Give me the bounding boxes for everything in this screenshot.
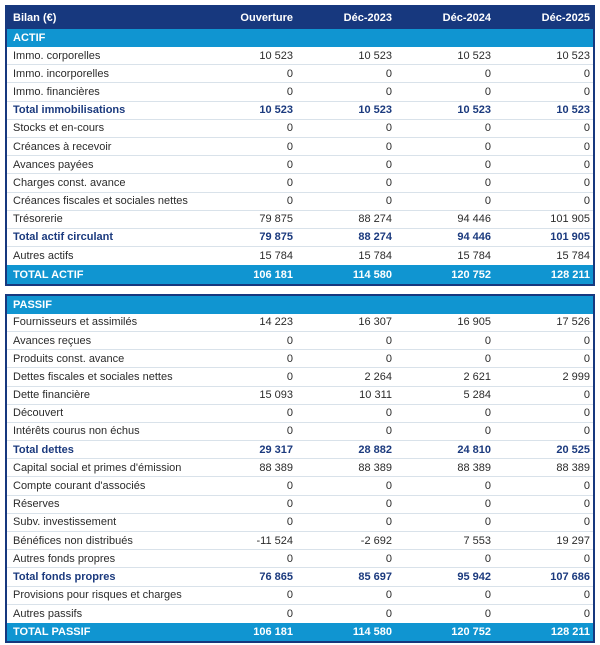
table-row <box>7 459 593 477</box>
cell-value: 95 942 <box>457 570 491 583</box>
total-actif-dec-2023: 114 580 <box>352 268 392 281</box>
cell-value: 0 <box>385 195 392 208</box>
cell-value: 101 905 <box>550 213 590 226</box>
cell-value: 107 686 <box>550 570 590 583</box>
cell-value: 0 <box>385 140 392 153</box>
row-label: Immo. financières <box>13 85 100 98</box>
cell-value: 0 <box>484 425 491 438</box>
cell-value: 0 <box>385 85 392 98</box>
table-row <box>7 587 593 605</box>
cell-value: 0 <box>286 140 293 153</box>
cell-value: 0 <box>385 498 392 511</box>
balance-sheet <box>5 5 595 643</box>
cell-value: 10 523 <box>457 49 491 62</box>
row-label: Dettes fiscales et sociales nettes <box>13 370 173 383</box>
table-row <box>7 314 593 332</box>
passif-rows <box>7 314 593 623</box>
cell-value: 10 523 <box>358 49 392 62</box>
section-header-passif: PASSIF <box>7 296 593 314</box>
cell-value: 0 <box>286 85 293 98</box>
row-label: Total dettes <box>13 443 74 456</box>
cell-value: 0 <box>385 176 392 189</box>
cell-value: 10 523 <box>556 49 590 62</box>
table-row <box>7 387 593 405</box>
table-row <box>7 550 593 568</box>
cell-value: 0 <box>385 67 392 80</box>
cell-value: 0 <box>583 122 590 135</box>
cell-value: 0 <box>484 67 491 80</box>
cell-value: 0 <box>484 607 491 620</box>
cell-value: 88 274 <box>358 213 392 226</box>
row-label: Intérêts courus non échus <box>13 425 140 438</box>
table-row <box>7 193 593 211</box>
row-label: Total actif circulant <box>13 231 114 244</box>
total-actif-label: TOTAL ACTIF <box>13 268 84 281</box>
table-row <box>7 568 593 586</box>
cell-value: 15 784 <box>358 250 392 263</box>
row-label: Provisions pour risques et charges <box>13 589 182 602</box>
table-row <box>7 514 593 532</box>
cell-value: 0 <box>484 516 491 529</box>
section-gap <box>5 286 595 294</box>
table-row <box>7 120 593 138</box>
cell-value: 0 <box>583 589 590 602</box>
cell-value: 0 <box>286 552 293 565</box>
table-row <box>7 532 593 550</box>
cell-value: 5 284 <box>463 389 491 402</box>
row-label: Autres actifs <box>13 250 74 263</box>
cell-value: 0 <box>385 552 392 565</box>
cell-value: 0 <box>583 67 590 80</box>
total-passif-dec-2025: 128 211 <box>550 626 590 639</box>
cell-value: 14 223 <box>259 316 293 329</box>
cell-value: 0 <box>286 176 293 189</box>
cell-value: 0 <box>583 516 590 529</box>
cell-value: 0 <box>385 122 392 135</box>
cell-value: 0 <box>385 516 392 529</box>
cell-value: 88 389 <box>358 461 392 474</box>
total-actif-ouverture: 106 181 <box>253 268 293 281</box>
table-row <box>7 423 593 441</box>
cell-value: 0 <box>385 352 392 365</box>
table-row <box>7 496 593 514</box>
total-passif-dec-2024: 120 752 <box>451 626 491 639</box>
passif-table <box>5 294 595 644</box>
cell-value: 0 <box>583 334 590 347</box>
cell-value: 10 311 <box>359 389 392 402</box>
row-label: Immo. incorporelles <box>13 67 109 80</box>
cell-value: 10 523 <box>457 104 491 117</box>
cell-value: 0 <box>583 195 590 208</box>
cell-value: -11 524 <box>256 534 293 547</box>
column-header-dec-2023: Déc-2023 <box>343 12 392 24</box>
row-label: Autres fonds propres <box>13 552 116 565</box>
table-row <box>7 247 593 265</box>
table-row <box>7 83 593 101</box>
row-label: Dette financière <box>13 389 91 402</box>
cell-value: 0 <box>286 407 293 420</box>
row-label: Avances reçues <box>13 334 92 347</box>
cell-value: 94 446 <box>457 213 491 226</box>
cell-value: 0 <box>286 516 293 529</box>
cell-value: 10 523 <box>259 104 293 117</box>
row-label: Total immobilisations <box>13 104 126 117</box>
actif-rows <box>7 47 593 265</box>
row-label: Subv. investissement <box>13 516 117 529</box>
cell-value: 0 <box>385 407 392 420</box>
cell-value: 0 <box>286 158 293 171</box>
total-passif-label: TOTAL PASSIF <box>13 626 91 639</box>
table-row <box>7 350 593 368</box>
cell-value: 0 <box>583 352 590 365</box>
cell-value: 0 <box>484 589 491 602</box>
table-row <box>7 47 593 65</box>
row-label: Réserves <box>13 498 60 511</box>
table-row <box>7 441 593 459</box>
total-passif-row <box>7 623 593 642</box>
cell-value: 0 <box>286 67 293 80</box>
cell-value: 2 621 <box>463 370 491 383</box>
table-row <box>7 138 593 156</box>
cell-value: 0 <box>583 85 590 98</box>
cell-value: 15 784 <box>259 250 293 263</box>
row-label: Charges const. avance <box>13 176 126 189</box>
cell-value: 0 <box>484 480 491 493</box>
cell-value: 15 784 <box>556 250 590 263</box>
cell-value: 0 <box>484 195 491 208</box>
row-label: Fournisseurs et assimilés <box>13 316 138 329</box>
cell-value: 76 865 <box>259 570 293 583</box>
cell-value: 0 <box>484 85 491 98</box>
cell-value: 0 <box>484 140 491 153</box>
section-header-actif: ACTIF <box>7 29 593 47</box>
cell-value: -2 692 <box>360 534 392 547</box>
row-label: Compte courant d'associés <box>13 480 146 493</box>
table-row <box>7 174 593 192</box>
cell-value: 20 525 <box>556 443 590 456</box>
cell-value: 16 905 <box>457 316 491 329</box>
cell-value: 0 <box>484 176 491 189</box>
cell-value: 0 <box>583 552 590 565</box>
row-label: Créances à recevoir <box>13 140 112 153</box>
cell-value: 0 <box>484 407 491 420</box>
cell-value: 10 523 <box>556 104 590 117</box>
cell-value: 2 264 <box>364 370 392 383</box>
cell-value: 0 <box>385 607 392 620</box>
table-row <box>7 605 593 623</box>
cell-value: 0 <box>286 122 293 135</box>
cell-value: 88 389 <box>457 461 491 474</box>
cell-value: 0 <box>484 552 491 565</box>
row-label: Stocks et en-cours <box>13 122 105 135</box>
cell-value: 0 <box>286 352 293 365</box>
cell-value: 0 <box>583 407 590 420</box>
row-label: Avances payées <box>13 158 94 171</box>
cell-value: 0 <box>286 480 293 493</box>
cell-value: 0 <box>385 589 392 602</box>
cell-value: 0 <box>583 140 590 153</box>
cell-value: 0 <box>286 589 293 602</box>
cell-value: 0 <box>484 158 491 171</box>
cell-value: 0 <box>286 334 293 347</box>
cell-value: 0 <box>583 176 590 189</box>
cell-value: 88 274 <box>358 231 392 244</box>
cell-value: 0 <box>583 389 590 402</box>
table-row <box>7 229 593 247</box>
cell-value: 0 <box>484 498 491 511</box>
row-label: Immo. corporelles <box>13 49 101 62</box>
cell-value: 0 <box>385 334 392 347</box>
cell-value: 24 810 <box>457 443 491 456</box>
column-header-dec-2025: Déc-2025 <box>541 12 590 24</box>
row-label: Bénéfices non distribués <box>13 534 133 547</box>
cell-value: 0 <box>583 607 590 620</box>
row-label: Découvert <box>13 407 64 420</box>
cell-value: 0 <box>484 122 491 135</box>
table-header-row <box>7 7 593 29</box>
total-actif-row <box>7 265 593 284</box>
cell-value: 0 <box>484 352 491 365</box>
total-actif-dec-2024: 120 752 <box>451 268 491 281</box>
cell-value: 15 093 <box>259 389 293 402</box>
cell-value: 0 <box>583 158 590 171</box>
table-row <box>7 156 593 174</box>
table-row <box>7 332 593 350</box>
cell-value: 10 523 <box>259 49 293 62</box>
cell-value: 0 <box>484 334 491 347</box>
table-row <box>7 405 593 423</box>
cell-value: 0 <box>286 195 293 208</box>
total-actif-dec-2025: 128 211 <box>550 268 590 281</box>
row-label: Total fonds propres <box>13 570 116 583</box>
table-row <box>7 102 593 120</box>
cell-value: 17 526 <box>556 316 590 329</box>
cell-value: 28 882 <box>358 443 392 456</box>
cell-value: 0 <box>286 498 293 511</box>
cell-value: 15 784 <box>457 250 491 263</box>
row-label: Créances fiscales et sociales nettes <box>13 195 188 208</box>
actif-table <box>5 5 595 286</box>
row-label: Produits const. avance <box>13 352 125 365</box>
column-header-ouverture: Ouverture <box>240 12 293 24</box>
cell-value: 79 875 <box>259 213 293 226</box>
cell-value: 7 553 <box>463 534 491 547</box>
total-passif-ouverture: 106 181 <box>253 626 293 639</box>
cell-value: 0 <box>385 158 392 171</box>
row-label: Trésorerie <box>13 213 63 226</box>
table-row <box>7 65 593 83</box>
total-passif-dec-2023: 114 580 <box>352 626 392 639</box>
cell-value: 85 697 <box>358 570 392 583</box>
cell-value: 0 <box>583 480 590 493</box>
cell-value: 101 905 <box>550 231 590 244</box>
cell-value: 0 <box>286 425 293 438</box>
cell-value: 29 317 <box>259 443 293 456</box>
table-row <box>7 477 593 495</box>
cell-value: 0 <box>286 370 293 383</box>
cell-value: 79 875 <box>259 231 293 244</box>
table-title: Bilan (€) <box>13 12 57 24</box>
column-header-dec-2024: Déc-2024 <box>442 12 491 24</box>
cell-value: 94 446 <box>457 231 491 244</box>
cell-value: 0 <box>583 425 590 438</box>
cell-value: 19 297 <box>556 534 590 547</box>
row-label: Capital social et primes d'émission <box>13 461 182 474</box>
cell-value: 0 <box>385 480 392 493</box>
cell-value: 88 389 <box>556 461 590 474</box>
cell-value: 2 999 <box>562 370 590 383</box>
table-row <box>7 211 593 229</box>
cell-value: 0 <box>385 425 392 438</box>
cell-value: 88 389 <box>259 461 293 474</box>
cell-value: 16 307 <box>358 316 392 329</box>
row-label: Autres passifs <box>13 607 83 620</box>
cell-value: 10 523 <box>358 104 392 117</box>
cell-value: 0 <box>583 498 590 511</box>
cell-value: 0 <box>286 607 293 620</box>
table-row <box>7 368 593 386</box>
